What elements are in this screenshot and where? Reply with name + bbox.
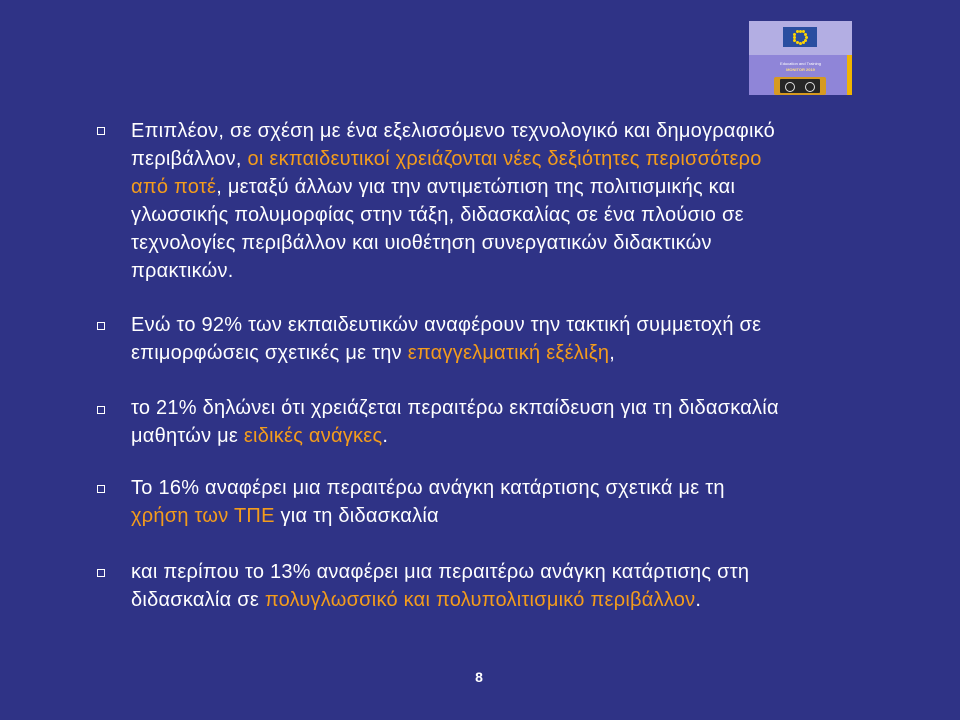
plain-text: επιμορφώσεις σχετικές με την [131,342,408,364]
cover-subtitle: MONITOR 2019 [786,67,815,72]
plain-text: . [695,589,702,611]
flag-star-icon [802,41,805,44]
chalk-drawing-icon [805,82,815,92]
plain-text: μαθητών με [131,425,244,447]
highlighted-text: από ποτέ [131,176,217,198]
text-line [131,229,891,257]
text-line [131,502,891,530]
plain-text: και περίπου το 13% αναφέρει μια περαιτέρω ανάγκη κατάρτισης στη [131,561,750,583]
plain-text: για τη διδασκαλία [274,505,439,527]
text-line [131,201,891,229]
text-line [131,586,891,614]
highlighted-text: οι εκπαιδευτικοί χρειάζονται νέες δεξιότητες περισσότερο [247,148,762,170]
text-line [131,257,891,285]
cover-accent-edge [847,55,852,95]
bullet-square-icon [97,406,105,414]
text-line [131,474,891,502]
plain-text: , [609,342,616,364]
flag-star-icon [804,33,807,36]
bullet-text [131,311,891,367]
plain-text: το 21% δηλώνει ότι χρειάζεται περαιτέρω εκπαίδευση για τη διδασκαλία [131,397,779,419]
chalk-drawing-icon [785,82,795,92]
plain-text: Ενώ το 92% των εκπαιδευτικών αναφέρουν την τακτική συμμετοχή σε [131,314,762,336]
flag-star-icon [799,42,802,45]
flag-star-icon [793,33,796,36]
bullet-square-icon [97,569,105,577]
flag-star-icon [796,41,799,44]
plain-text: , μεταξύ άλλων για την αντιμετώπιση της πολιτισμικής και [216,176,736,198]
eu-flag-icon [783,27,817,47]
plain-text: περιβάλλον, [131,148,248,170]
bullet-text [131,394,891,450]
plain-text: πρακτικών. [131,260,234,282]
plain-text: διδασκαλία σε [131,589,265,611]
bullet-text [131,117,891,285]
text-line [131,173,891,201]
highlighted-text: χρήση των ΤΠΕ [131,505,275,527]
bullet-text [131,558,891,614]
flag-star-icon [793,36,796,39]
highlighted-text: πολυγλωσσικό και πολυπολιτισμικό περιβάλλον [264,589,696,611]
report-cover-thumbnail [749,21,852,95]
plain-text: γλωσσικής πολυμορφίας στην τάξη, διδασκαλίας σε ένα πλούσιο σε [131,204,744,226]
bullet-square-icon [97,485,105,493]
bullet-text [131,474,891,530]
plain-text: Επιπλέον, σε σχέση με ένα εξελισσόμενο τεχνολογικό και δημογραφικό [131,120,776,142]
text-line [131,311,891,339]
bullet-square-icon [97,127,105,135]
plain-text: Το 16% αναφέρει μια περαιτέρω ανάγκη κατάρτισης σχετικά με τη [131,477,725,499]
text-line [131,145,891,173]
text-line [131,394,891,422]
bullet-square-icon [97,322,105,330]
highlighted-text: ειδικές ανάγκες [243,425,383,447]
text-line [131,422,891,450]
plain-text: . [382,425,389,447]
page-number: 8 [475,669,483,685]
flag-star-icon [793,39,796,42]
text-line [131,558,891,586]
highlighted-text: επαγγελματική εξέλιξη [407,342,610,364]
text-line [131,339,891,367]
cover-title: Education and Training [780,61,821,66]
plain-text: τεχνολογίες περιβάλλον και υιοθέτηση συνεργατικών διδακτικών [131,232,712,254]
text-line [131,117,891,145]
